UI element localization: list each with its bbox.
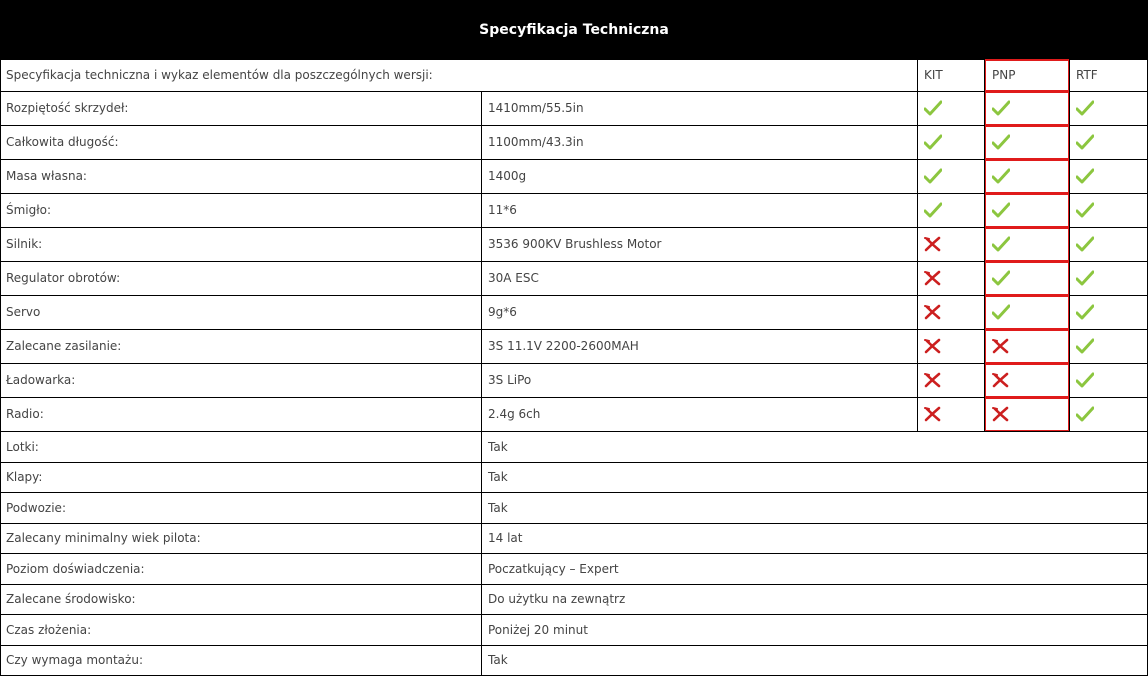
column-divider (984, 59, 985, 431)
column-header-pnp: PNP (992, 68, 1016, 82)
checkmark-icon (1070, 363, 1148, 397)
column-divider (481, 91, 482, 675)
checkmark-icon (1070, 261, 1148, 295)
column-header-kit: KIT (924, 68, 943, 82)
row-label: Rozpiętość skrzydeł: (6, 101, 129, 115)
checkmark-icon (1070, 91, 1148, 125)
spec-table (0, 59, 1148, 676)
cross-icon (918, 295, 984, 329)
row-label: Masa własna: (6, 169, 87, 183)
row-value: 9g*6 (488, 305, 517, 319)
checkmark-icon (1070, 397, 1148, 431)
row-label: Silnik: (6, 237, 43, 251)
pnp-highlight (984, 59, 1070, 92)
row-label: Śmigło: (6, 203, 52, 217)
checkmark-icon (918, 159, 984, 193)
row-label: Radio: (6, 407, 44, 421)
pnp-highlight (984, 397, 1070, 432)
row-value: 1400g (488, 169, 527, 183)
cross-icon (918, 363, 984, 397)
checkmark-icon (1070, 295, 1148, 329)
row-value: 30A ESC (488, 271, 539, 285)
row-value: 2.4g 6ch (488, 407, 541, 421)
checkmark-icon (1070, 227, 1148, 261)
info-row-value: Tak (488, 653, 508, 667)
cross-icon (918, 227, 984, 261)
info-row-label: Klapy: (6, 470, 43, 484)
cross-icon (918, 261, 984, 295)
info-row-label: Zalecany minimalny wiek pilota: (6, 531, 201, 545)
pnp-highlight (984, 193, 1070, 228)
pnp-highlight (984, 227, 1070, 262)
table-header-label: Specyfikacja techniczna i wykaz elementów dla poszczególnych wersji: (6, 68, 433, 82)
column-divider (0, 59, 1, 675)
info-row-label: Zalecane środowisko: (6, 592, 136, 606)
cross-icon (918, 329, 984, 363)
pnp-highlight (984, 159, 1070, 194)
row-value: 3S 11.1V 2200-2600MAH (488, 339, 639, 353)
row-label: Regulator obrotów: (6, 271, 121, 285)
checkmark-icon (1070, 159, 1148, 193)
checkmark-icon (918, 193, 984, 227)
checkmark-icon (918, 91, 984, 125)
info-row-value: 14 lat (488, 531, 523, 545)
checkmark-icon (1070, 125, 1148, 159)
row-value: 1410mm/55.5in (488, 101, 584, 115)
info-row-value: Tak (488, 470, 508, 484)
pnp-highlight (984, 125, 1070, 160)
info-row-value: Tak (488, 500, 508, 515)
row-label: Ładowarka: (6, 373, 76, 387)
pnp-highlight (984, 329, 1070, 364)
info-row-label: Czy wymaga montażu: (6, 653, 143, 667)
pnp-highlight (984, 91, 1070, 126)
pnp-highlight (984, 363, 1070, 398)
row-label: Całkowita długość: (6, 135, 119, 149)
info-row-value: Tak (488, 439, 508, 454)
column-divider (1069, 59, 1070, 431)
column-divider (917, 59, 918, 431)
page-title: Specyfikacja Techniczna (479, 21, 669, 38)
cross-icon (918, 397, 984, 431)
pnp-highlight (984, 261, 1070, 296)
info-row-label: Poziom doświadczenia: (6, 561, 145, 576)
row-value: 3S LiPo (488, 373, 532, 387)
info-row-label: Lotki: (6, 439, 39, 454)
checkmark-icon (1070, 193, 1148, 227)
info-row-value: Poczatkujący – Expert (488, 561, 619, 576)
info-row-value: Do użytku na zewnątrz (488, 592, 626, 606)
row-label: Servo (6, 305, 41, 319)
row-divider (0, 59, 1148, 60)
info-row-label: Podwozie: (6, 500, 66, 515)
page-header (0, 0, 1148, 59)
checkmark-icon (918, 125, 984, 159)
info-row-label: Czas złożenia: (6, 622, 92, 637)
row-label: Zalecane zasilanie: (6, 339, 122, 353)
row-value: 11*6 (488, 203, 517, 217)
row-value: 1100mm/43.3in (488, 135, 584, 149)
checkmark-icon (1070, 329, 1148, 363)
row-value: 3536 900KV Brushless Motor (488, 237, 662, 251)
info-row-value: Poniżej 20 minut (488, 622, 588, 637)
column-header-rtf: RTF (1076, 68, 1098, 82)
pnp-highlight (984, 295, 1070, 330)
